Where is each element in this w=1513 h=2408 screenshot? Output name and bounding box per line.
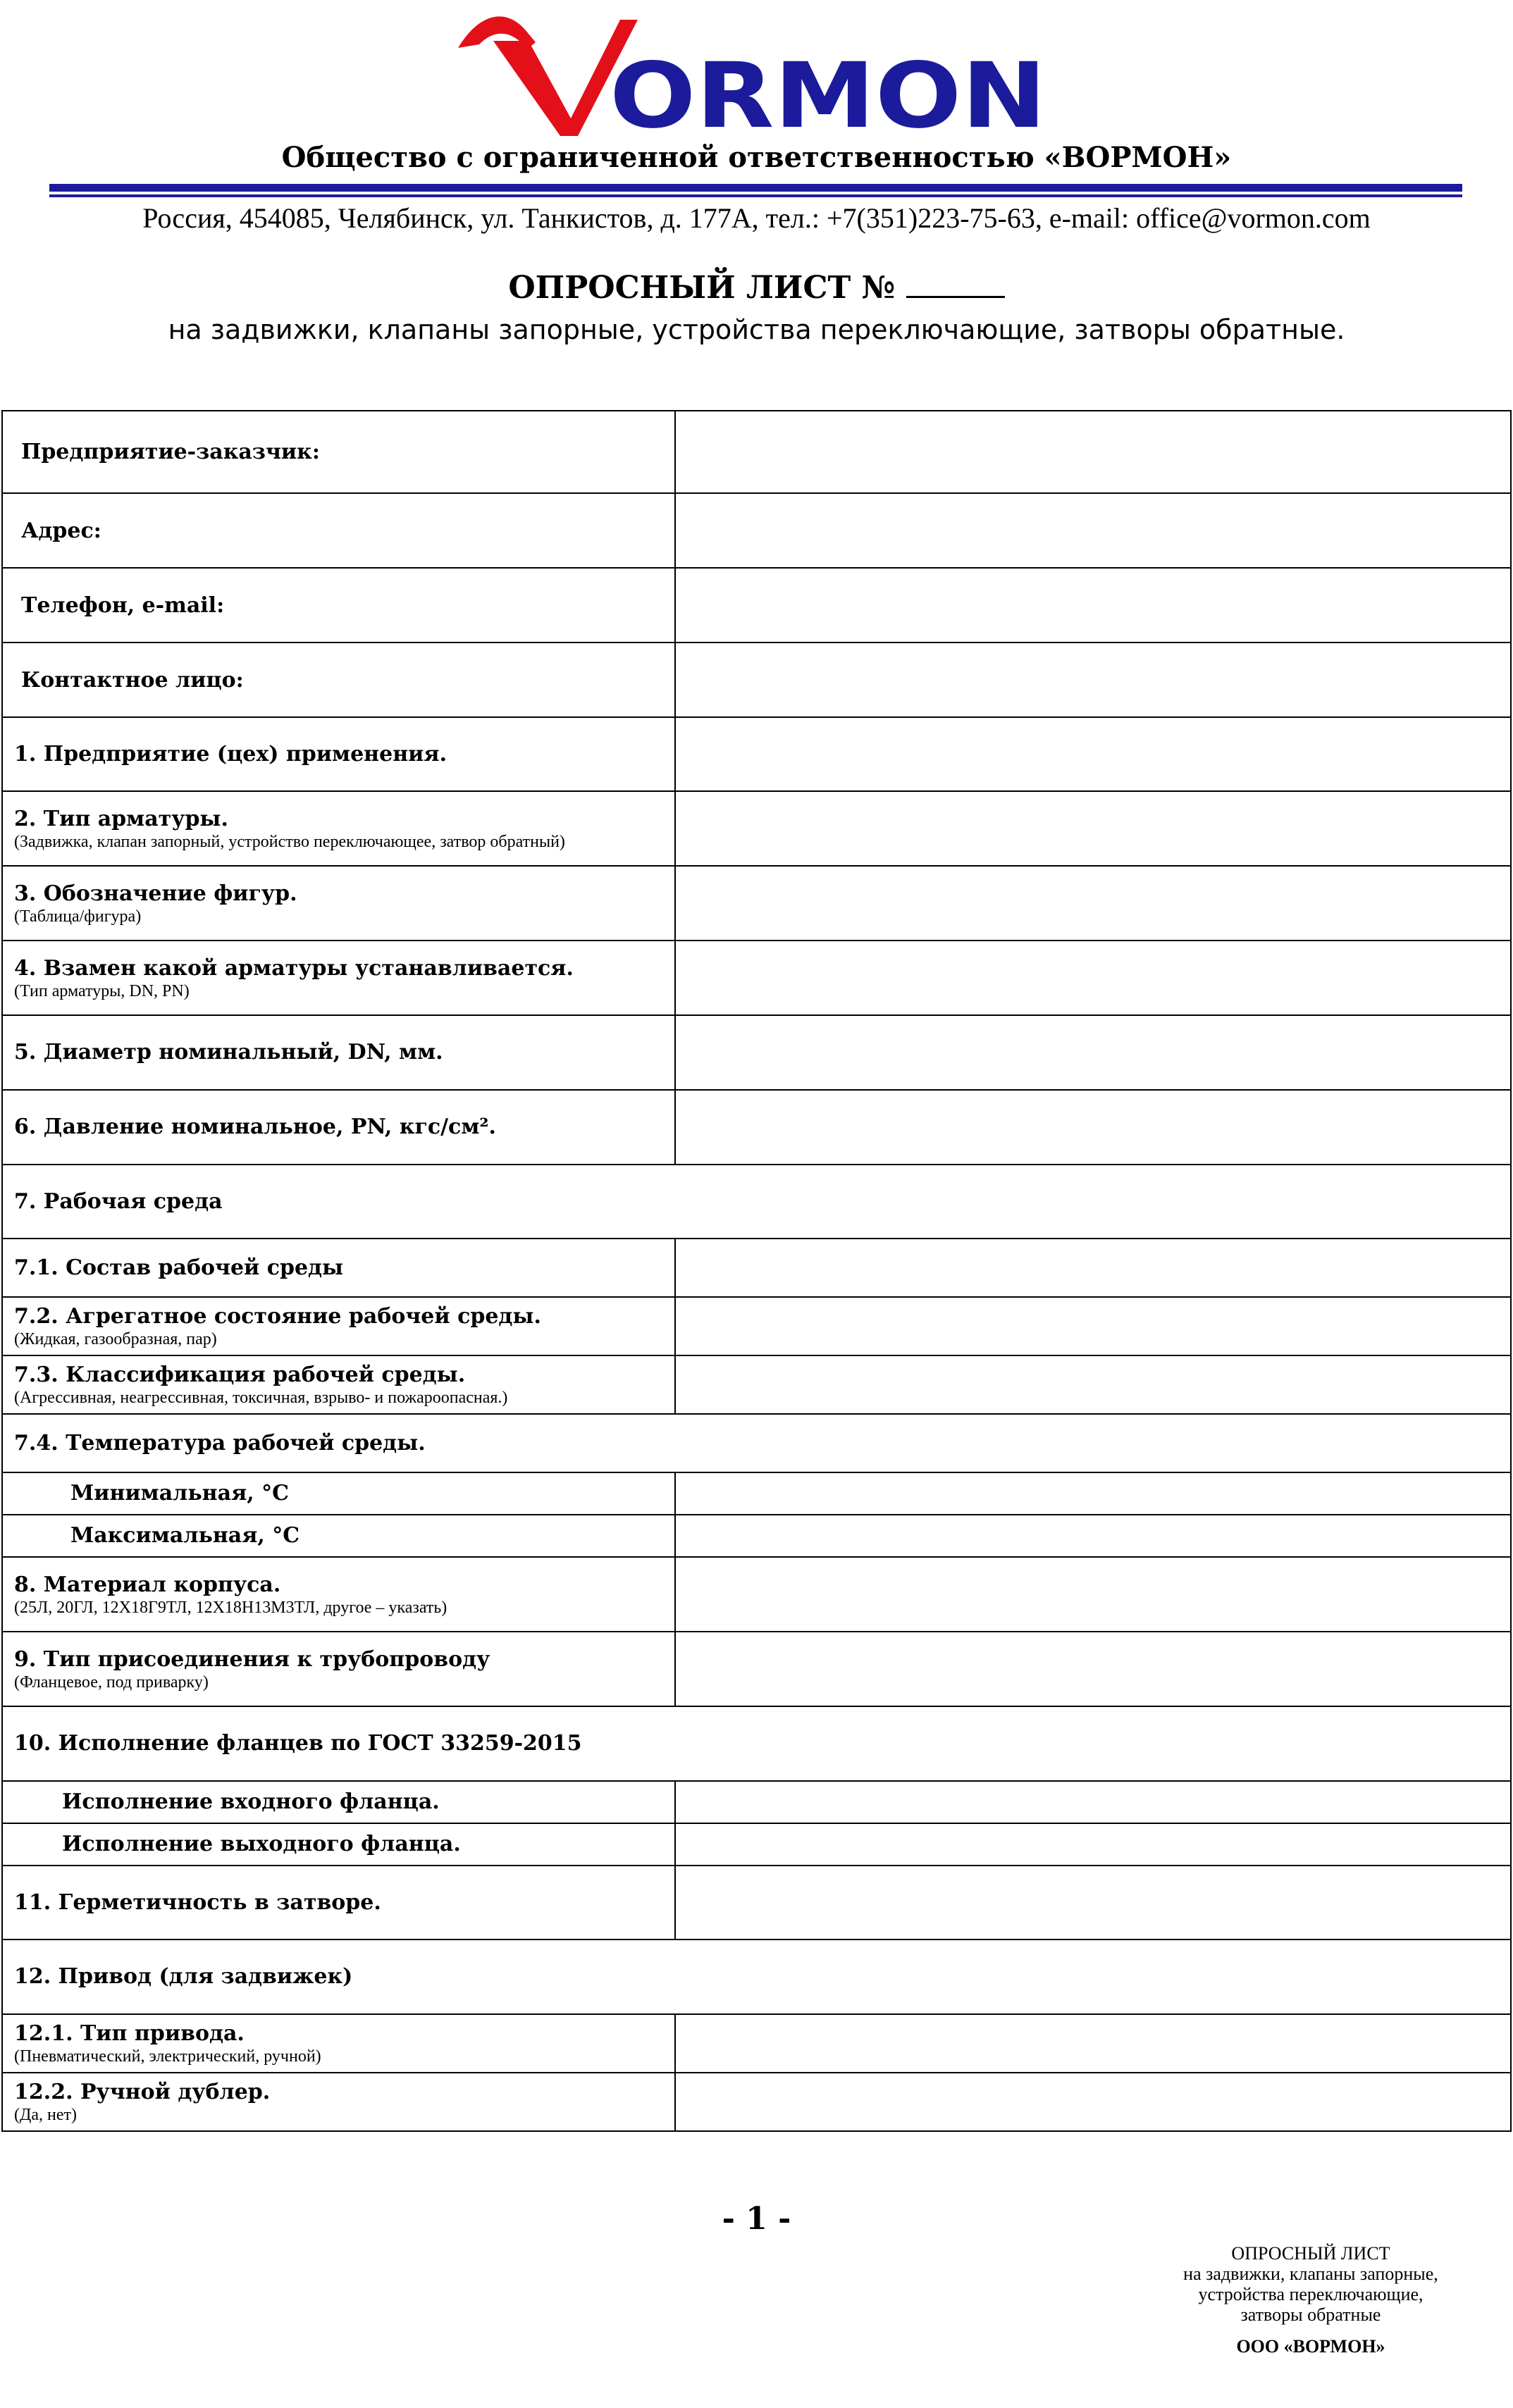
q1-field[interactable] xyxy=(675,717,1511,791)
table-row xyxy=(2,1823,1511,1866)
label-cell xyxy=(2,1823,675,1866)
footer-company: ООО «ВОРМОН» xyxy=(1236,2336,1385,2357)
q10-inlet-label: Исполнение входного фланца. xyxy=(62,1789,440,1814)
label-cell xyxy=(2,1557,675,1632)
header-rule-thick xyxy=(49,184,1462,192)
q11-label: 11. Герметичность в затворе. xyxy=(14,1889,381,1915)
q12-1-label: 12.1. Тип привода. xyxy=(14,2021,245,2046)
label-cell xyxy=(2,1239,675,1297)
table-row xyxy=(2,1781,1511,1823)
table-row xyxy=(2,717,1511,791)
section-cell xyxy=(2,1940,1511,2014)
q7-2-hint: (Жидкая, газообразная, пар) xyxy=(14,1330,217,1348)
q12-heading: 12. Привод (для задвижек) xyxy=(14,1964,353,1989)
q9-hint: (Фланцевое, под приварку) xyxy=(14,1672,209,1692)
table-row xyxy=(2,2073,1511,2131)
questionnaire-table xyxy=(1,410,1512,2132)
table-row xyxy=(2,791,1511,866)
q2-hint: (Задвижка, клапан запорный, устройство переключающее, затвор обратный) xyxy=(14,832,565,851)
label-cell xyxy=(2,1781,675,1823)
table-row xyxy=(2,1414,1511,1472)
page-number: - 1 - xyxy=(722,2201,791,2237)
label-cell xyxy=(2,568,675,643)
q12-1-field[interactable] xyxy=(675,2014,1511,2073)
q7-4-max-label: Максимальная, °С xyxy=(70,1523,300,1548)
table-row xyxy=(2,1706,1511,1781)
label-cell xyxy=(2,1515,675,1557)
q5-label: 5. Диаметр номинальный, DN, мм. xyxy=(14,1040,443,1065)
q4-hint: (Тип арматуры, DN, PN) xyxy=(14,981,190,1000)
table-row xyxy=(2,1239,1511,1297)
q5-field[interactable] xyxy=(675,1015,1511,1090)
q7-4-min-label: Минимальная, °С xyxy=(70,1481,290,1506)
footer-line-3: устройства переключающие, xyxy=(1198,2284,1424,2304)
address-field[interactable] xyxy=(675,493,1511,568)
table-row xyxy=(2,1472,1511,1515)
label-cell xyxy=(2,717,675,791)
q12-2-label: 12.2. Ручной дублер. xyxy=(14,2080,271,2104)
customer-label: Предприятие-заказчик: xyxy=(21,440,320,464)
q10-heading: 10. Исполнение фланцев по ГОСТ 33259-2015 xyxy=(14,1731,582,1756)
company-name: Общество с ограниченной ответственностью «ВОРМОН» xyxy=(281,141,1232,174)
table-row xyxy=(2,568,1511,643)
contact-label: Контактное лицо: xyxy=(21,667,244,693)
table-row xyxy=(2,1297,1511,1355)
q7-1-field[interactable] xyxy=(675,1239,1511,1297)
logo-ormon-text: ORMON xyxy=(610,44,1046,143)
q4-label: 4. Взамен какой арматуры устанавливается. xyxy=(14,955,574,981)
q6-field[interactable] xyxy=(675,1090,1511,1165)
q7-2-label: 7.2. Агрегатное состояние рабочей среды. xyxy=(14,1304,541,1329)
label-cell xyxy=(2,493,675,568)
section-cell xyxy=(2,1414,1511,1472)
phone-label: Телефон, e-mail: xyxy=(21,592,225,618)
label-cell xyxy=(2,1297,675,1355)
q7-4-heading: 7.4. Температура рабочей среды. xyxy=(14,1430,426,1456)
table-row xyxy=(2,866,1511,941)
q7-2-field[interactable] xyxy=(675,1297,1511,1355)
section-cell xyxy=(2,1706,1511,1781)
q8-hint: (25Л, 20ГЛ, 12Х18Г9ТЛ, 12Х18Н13М3ТЛ, другое – указать) xyxy=(14,1598,447,1617)
q7-heading: 7. Рабочая среда xyxy=(14,1189,223,1214)
q7-3-field[interactable] xyxy=(675,1355,1511,1414)
label-cell xyxy=(2,1472,675,1515)
label-cell xyxy=(2,2073,675,2131)
footer-line-1: ОПРОСНЫЙ ЛИСТ xyxy=(1231,2243,1390,2264)
q3-field[interactable] xyxy=(675,866,1511,941)
table-row xyxy=(2,1090,1511,1165)
table-row xyxy=(2,493,1511,568)
address-label: Адрес: xyxy=(21,518,101,543)
q7-3-hint: (Агрессивная, неагрессивная, токсичная, взрыво- и пожароопасная.) xyxy=(14,1389,508,1407)
q10-outlet-field[interactable] xyxy=(675,1823,1511,1866)
table-row xyxy=(2,1632,1511,1706)
q12-2-hint: (Да, нет) xyxy=(14,2106,77,2124)
table-row xyxy=(2,1165,1511,1239)
table-row xyxy=(2,941,1511,1015)
table-row xyxy=(2,1940,1511,2014)
q8-field[interactable] xyxy=(675,1557,1511,1632)
table-row xyxy=(2,411,1511,493)
table-row xyxy=(2,1866,1511,1940)
document-subtitle: на задвижки, клапаны запорные, устройства переключающие, затворы обратные. xyxy=(168,314,1345,345)
contact-field[interactable] xyxy=(675,643,1511,717)
table-row xyxy=(2,2014,1511,2073)
section-cell xyxy=(2,1165,1511,1239)
label-cell xyxy=(2,1632,675,1706)
footer-block xyxy=(1142,2243,1480,2357)
q7-4-max-field[interactable] xyxy=(675,1515,1511,1557)
label-cell xyxy=(2,791,675,866)
q10-inlet-field[interactable] xyxy=(675,1781,1511,1823)
label-cell xyxy=(2,411,675,493)
q7-4-min-field[interactable] xyxy=(675,1472,1511,1515)
customer-field[interactable] xyxy=(675,411,1511,493)
q10-outlet-label: Исполнение выходного фланца. xyxy=(62,1832,461,1856)
document-title xyxy=(0,268,1513,306)
label-cell xyxy=(2,1090,675,1165)
q4-field[interactable] xyxy=(675,941,1511,1015)
table-row xyxy=(2,1355,1511,1414)
q7-3-label: 7.3. Классификация рабочей среды. xyxy=(14,1363,466,1387)
q12-1-hint: (Пневматический, электрический, ручной) xyxy=(14,2047,321,2066)
label-cell xyxy=(2,866,675,941)
label-cell xyxy=(2,1015,675,1090)
label-cell xyxy=(2,1866,675,1940)
q9-label: 9. Тип присоединения к трубопроводу xyxy=(14,1646,490,1672)
q3-hint: (Таблица/фигура) xyxy=(14,907,142,926)
q2-field[interactable] xyxy=(675,791,1511,866)
label-cell xyxy=(2,941,675,1015)
table-row xyxy=(2,643,1511,717)
q6-label: 6. Давление номинальное, PN, кгс/см². xyxy=(14,1115,496,1139)
company-address: Россия, 454085, Челябинск, ул. Танкистов, д. 177А, тел.: +7(351)223-75-63, e-mail: office@vormon.com xyxy=(142,202,1371,234)
label-cell xyxy=(2,2014,675,2073)
vormon-logo xyxy=(451,6,1057,143)
phone-field[interactable] xyxy=(675,568,1511,643)
header-rule-thin xyxy=(49,194,1462,197)
footer-line-4: затворы обратные xyxy=(1240,2304,1381,2325)
q7-1-label: 7.1. Состав рабочей среды xyxy=(14,1255,344,1280)
q3-label: 3. Обозначение фигур. xyxy=(14,881,297,906)
table-row xyxy=(2,1515,1511,1557)
label-cell xyxy=(2,1355,675,1414)
q2-label: 2. Тип арматуры. xyxy=(14,806,228,831)
q8-label: 8. Материал корпуса. xyxy=(14,1572,281,1597)
q9-field[interactable] xyxy=(675,1632,1511,1706)
footer-line-2: на задвижки, клапаны запорные, xyxy=(1183,2264,1438,2284)
table-row xyxy=(2,1557,1511,1632)
q12-2-field[interactable] xyxy=(675,2073,1511,2131)
q11-field[interactable] xyxy=(675,1866,1511,1940)
label-cell xyxy=(2,643,675,717)
document-title-text: ОПРОСНЫЙ ЛИСТ № xyxy=(508,270,896,306)
q1-label: 1. Предприятие (цех) применения. xyxy=(14,741,447,767)
table-row xyxy=(2,1015,1511,1090)
document-number-field[interactable] xyxy=(906,268,1005,298)
